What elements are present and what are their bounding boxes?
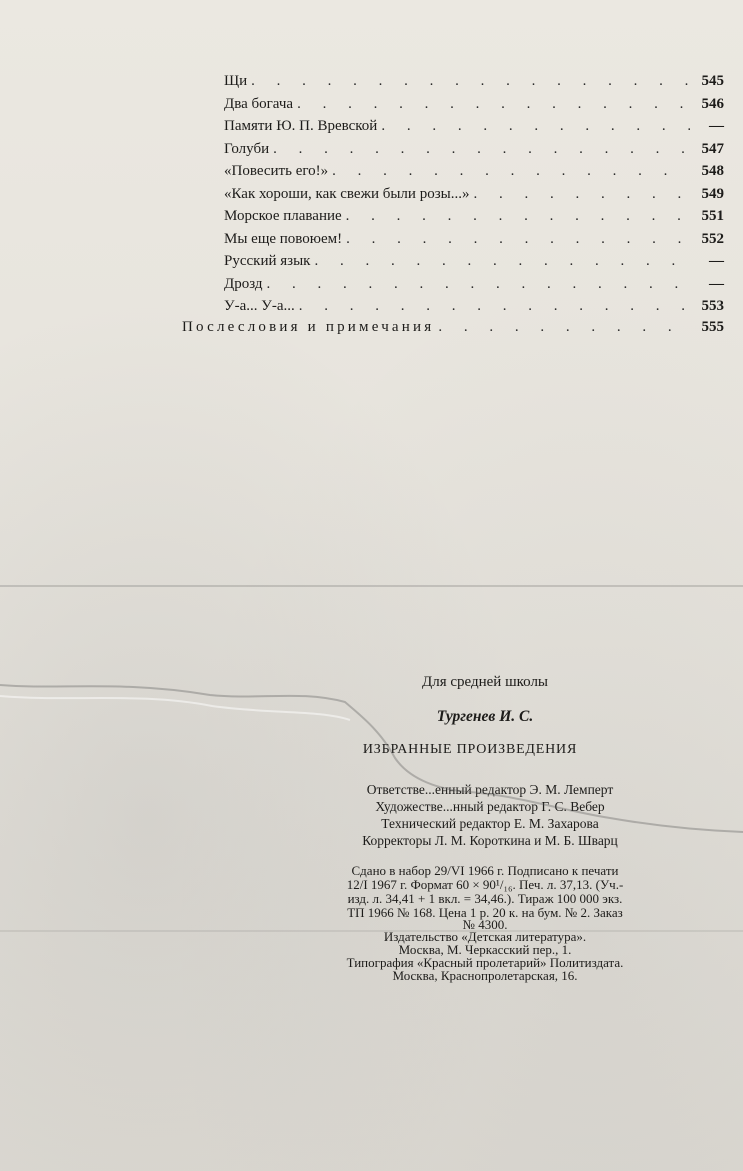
credit-line: Художестве...нный редактор Г. С. Вебер <box>375 799 605 814</box>
publication-line: ТП 1966 № 168. Цена 1 р. 20 к. на бум. № 2. Заказ <box>347 905 623 920</box>
toc-row <box>224 273 724 296</box>
toc-row <box>224 138 724 161</box>
toc-entry-page: 553 <box>701 298 724 314</box>
credit-line: Технический редактор Е. М. Захарова <box>381 816 599 831</box>
toc-dot-leader <box>438 316 690 338</box>
toc-row <box>224 115 724 138</box>
toc-dot-leader <box>299 295 690 317</box>
toc-dot-leader <box>267 273 690 295</box>
toc-row <box>224 93 724 116</box>
toc-afterword-row <box>182 316 724 338</box>
publication-line: Москва, Краснопролетарская, 16. <box>392 968 578 983</box>
toc-dot-leader <box>346 205 690 227</box>
toc-entry-page: — <box>709 275 724 292</box>
toc-entry-title: Два богача <box>224 95 294 112</box>
toc-dot-leader <box>332 160 690 182</box>
toc-entry-page: 547 <box>701 140 724 157</box>
publication-line: Типография «Красный пролетарий» Политиздата. <box>346 955 624 970</box>
toc-dot-leader <box>346 228 690 250</box>
table-of-contents <box>224 70 724 318</box>
toc-entry-title: «Как хороши, как свежи были розы...» <box>224 185 470 202</box>
toc-entry-page: 552 <box>701 230 724 247</box>
toc-entry-title: У-а... У-а... <box>224 298 295 314</box>
toc-entry-page: 546 <box>701 95 724 112</box>
audience-label: Для средней школы <box>421 674 549 690</box>
toc-dot-leader <box>473 183 690 205</box>
toc-row <box>224 70 724 93</box>
toc-dot-leader <box>273 138 690 160</box>
credit-line: Корректоры Л. М. Короткина и М. Б. Шварц <box>362 833 618 848</box>
toc-dot-leader <box>297 93 690 115</box>
toc-dot-leader <box>314 250 690 272</box>
publication-line: 12/I 1967 г. Формат 60 × 90¹/₁₆. Печ. л. 37,13. (Уч.- <box>346 877 624 892</box>
publication-line: Москва, М. Черкасский пер., 1. <box>398 942 572 957</box>
toc-row <box>224 160 724 183</box>
toc-dot-leader <box>251 70 690 92</box>
book-author: Тургенев И. С. <box>436 708 534 725</box>
book-title: ИЗБРАННЫЕ ПРОИЗВЕДЕНИЯ <box>362 742 578 757</box>
afterword-page: 555 <box>701 319 724 335</box>
publication-line: Издательство «Детская литература». <box>383 929 587 944</box>
toc-entry-title: Памяти Ю. П. Вревской <box>224 118 378 134</box>
toc-entry-page: 549 <box>701 185 724 202</box>
toc-dot-leader <box>381 115 690 137</box>
toc-entry-title: Дрозд <box>224 275 263 292</box>
toc-row <box>224 295 724 318</box>
publication-line: изд. л. 34,41 + 1 вкл. = 34,46.). Тираж 100 000 экз. <box>347 891 623 906</box>
toc-row <box>224 183 724 206</box>
toc-row <box>224 228 724 251</box>
toc-entry-title: «Повесить его!» <box>224 163 329 179</box>
toc-entry-page: — <box>709 253 724 269</box>
afterword-title: Послесловия и примечания <box>182 319 435 335</box>
toc-entry-page: 548 <box>701 163 724 179</box>
toc-row <box>224 250 724 273</box>
toc-entry-title: Голуби <box>224 140 270 157</box>
page-fold-line <box>0 585 743 587</box>
toc-entry-title: Морское плавание <box>224 208 342 224</box>
toc-row <box>224 205 724 228</box>
toc-entry-page: — <box>709 118 724 134</box>
toc-entry-page: 551 <box>701 208 724 224</box>
publication-line: № 4300. <box>462 917 508 932</box>
publication-line: Сдано в набор 29/VI 1966 г. Подписано к печати <box>351 863 619 878</box>
toc-entry-title: Мы еще повоюем! <box>224 230 343 247</box>
toc-entry-title: Щи <box>224 73 248 89</box>
toc-entry-page: 545 <box>701 73 724 89</box>
toc-entry-title: Русский язык <box>224 253 311 269</box>
credit-line: Ответстве...енный редактор Э. М. Лемперт <box>366 782 614 797</box>
